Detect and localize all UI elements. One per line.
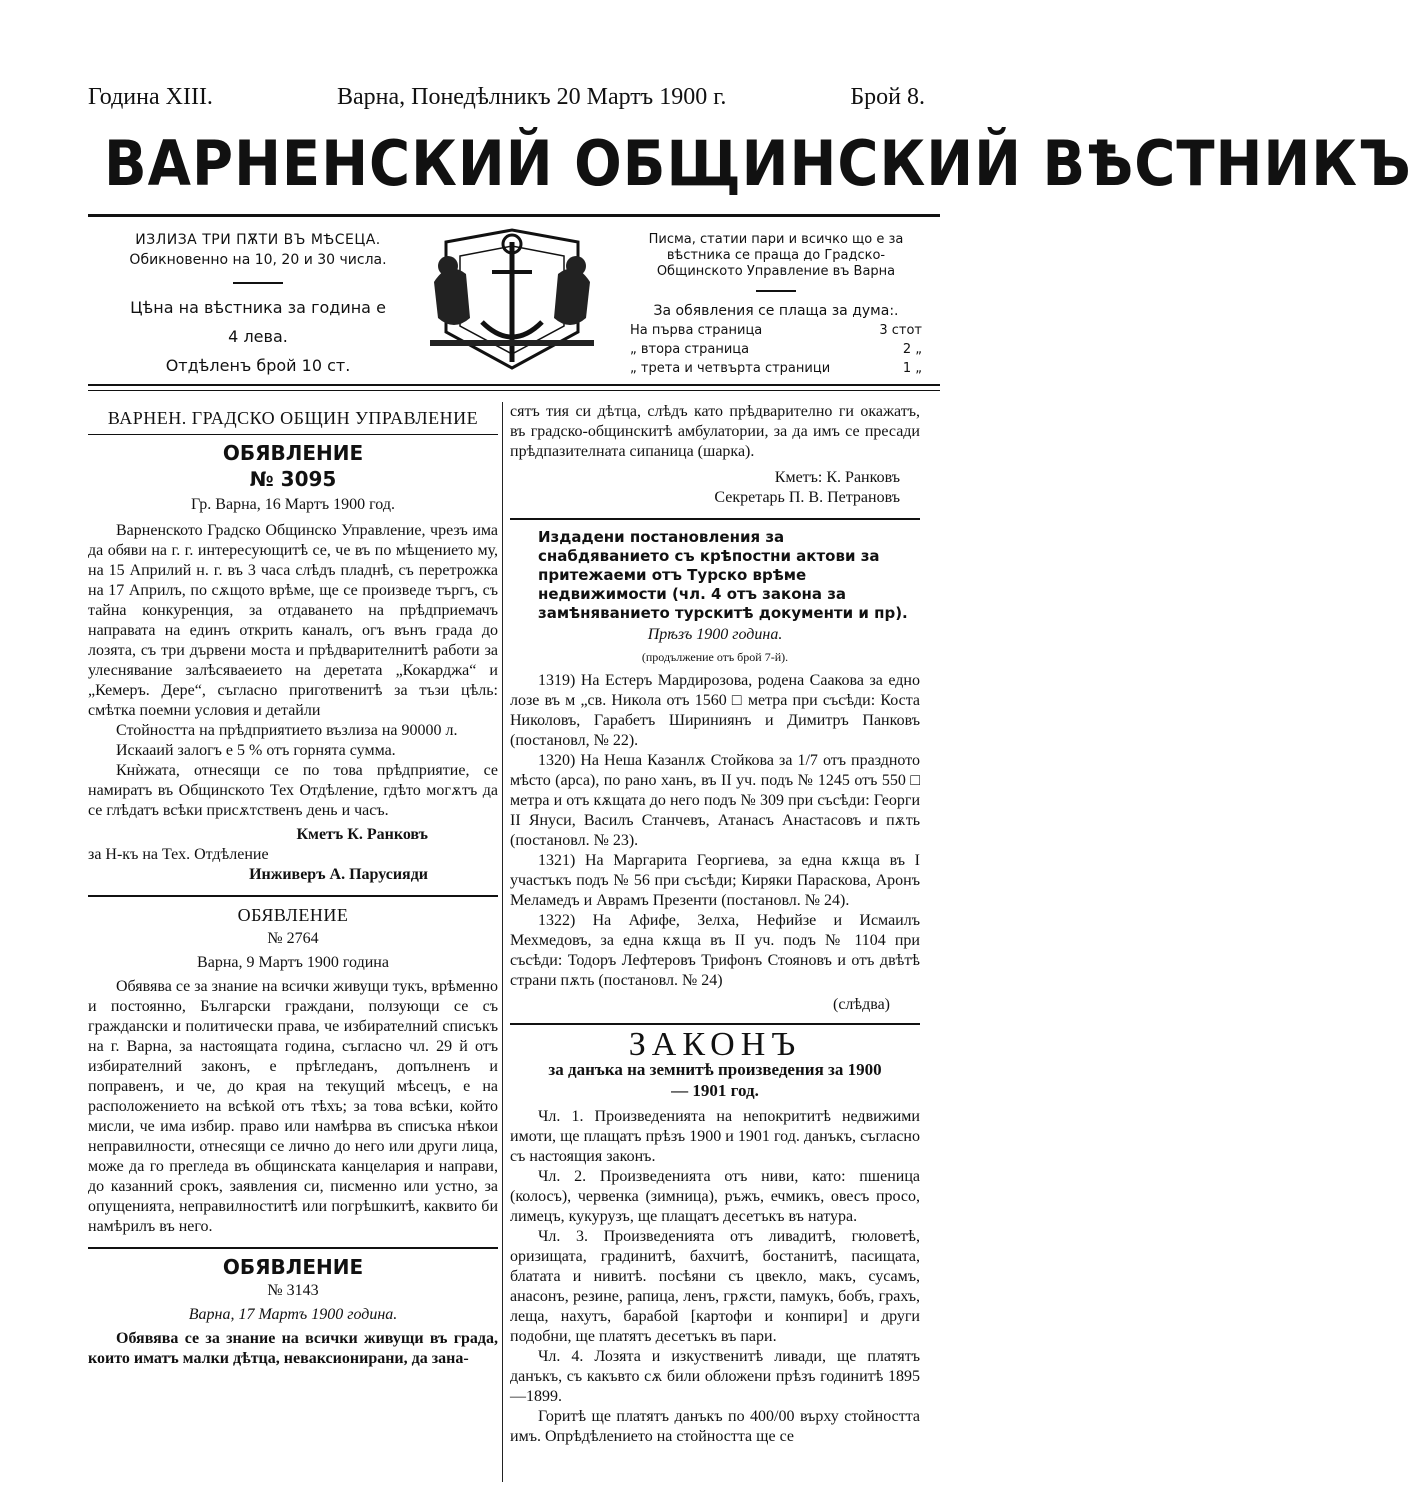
divider <box>510 518 920 520</box>
law-title: ЗАКОНЪ <box>628 1026 802 1063</box>
notice-cost: Стойността на прѣдприятието възлиза на 90000 л. <box>116 722 458 739</box>
signature-secretary: Секретарь П. В. Петрановъ <box>714 489 900 506</box>
left-column <box>88 402 498 1369</box>
divider <box>233 282 283 284</box>
notice-number: № 3143 <box>267 1282 319 1299</box>
divider <box>756 290 796 292</box>
notice-book: Кнѝжата, отнесящи се по това прѣдприятие, се намиратъ въ Общинското Тех Отдѣление, гдѣто могѫтъ да се глѣдатъ всѣки присѫтственъ день и часъ. <box>88 762 498 819</box>
section-title: ВАРНЕН. ГРАДСКО ОБЩИН УПРАВЛЕНИЕ <box>107 408 479 428</box>
decree-subtitle: Прѣзъ 1900 година. <box>647 626 783 643</box>
divider <box>88 1247 498 1249</box>
dateline: Варна, Понедѣлникъ 20 Мартъ 1900 г. <box>336 84 727 110</box>
decree-item: 1321) На Маргарита Георгиева, за една кѫща въ I участъкъ подъ № 56 при съсѣди; Киряки Параскова, Аронъ Меламедъ и Аврамъ Презенти (постановл. № 24). <box>510 852 920 909</box>
notice-deposit: Искааий залогъ е 5 % отъ горнята сумма. <box>116 742 396 759</box>
notice-number: № 3095 <box>249 467 337 491</box>
contacts-and-ad-rates <box>630 232 922 378</box>
masthead-rule <box>88 214 940 217</box>
notice-title: ОБЯВЛЕНИЕ <box>237 905 349 925</box>
ad-rate-row: „ трета и четвърта страници 1 „ <box>630 361 922 376</box>
divider <box>88 895 498 897</box>
law-subtitle: за данъка на земнитѣ произведения за 1900 — 1901 год. <box>548 1060 882 1100</box>
divider <box>510 1023 920 1025</box>
top-line <box>88 84 925 114</box>
header-bottom-rule <box>88 384 940 386</box>
issue-number: Брой 8. <box>850 84 925 110</box>
law-article: Чл. 2. Произведенията отъ ниви, като: пшеница (колосъ), червенка (зимница), ръжъ, ечмикъ, овесъ просо, лимецъ, кукурузъ, ще плащатъ десетъкъ въ натура. <box>510 1168 920 1225</box>
decree-title: Издадени постановления за снабдяванието съ крѣпостни актови за притежаеми отъ Турско врѣме недвижимости (чл. 4 отъ закона за замѣняванието турскитѣ документи и пр). <box>538 528 908 622</box>
publication-info <box>108 232 408 375</box>
contact-text: Писма, статии пари и всичко що е за вѣстника се праща до Градско-Общинското Управление въ Варна <box>648 232 904 279</box>
ad-rate-row: „ втора страница 2 „ <box>630 342 922 357</box>
notice-number: № 2764 <box>267 930 319 947</box>
divider <box>88 434 498 435</box>
signature-role: за Н-къ на Тех. Отдѣление <box>88 846 269 863</box>
notice-body: Обявява се за знание на всички живущи тукъ, врѣменно и постоянно, Български граждани, ползующи се съ граждански и политически права, че избирателний списъкъ на г. Варна, за настоящата година, съгласно чл. 29 й отъ избирателний законъ, е прѣгледанъ, допълненъ и поправенъ, и че, до края на текущий мѣсецъ, е на расположението на всѣкой отъ тѣхъ; за това всѣки, който мисли, че има избир. право или намѣрва въ списъка нѣкои неправилности, отнесящи се лично до него или други лица, може да го прегледа въ общинската канцелария и направи, до казанний срокъ, заявления си, писменно или устно, за опущенията, неправилноститѣ или погрѣшкитѣ, каквито би намѣрилъ въ него. <box>88 978 498 1235</box>
coat-of-arms-icon <box>426 222 598 374</box>
decree-item: 1322) На Афифе, Зелха, Нефийзе и Исмаилъ Мехмедовъ, за една кѫща въ II уч. подъ № 1104 при съсѣди: Тодоръ Лефтеровъ Трифонъ Стояновъ и отъ двѣтѣ страни пѫть (постановл. № 24) <box>510 912 920 989</box>
dates-line: Обикновенно на 10, 20 и 30 числа. <box>129 252 387 268</box>
law-article: Чл. 3. Произведенията отъ ливадитѣ, гюловетѣ, оризищата, градинитѣ, бахчитѣ, бостанитѣ, пасищата, блатата и нивитѣ. посѣяни съ цвекло, макъ, сусамъ, анасонъ, резине, рапица, ленъ, грѫсти, памукъ, бобъ, грахъ, леща, нахутъ, барабой [картофи и конпири] и други подобни, ще платятъ десетъкъ въ пари. <box>510 1228 920 1345</box>
decree-item: 1319) На Естеръ Мардирозова, родена Саакова за едно лозе въ м „св. Никола отъ 1560 □ метра при съсѣди: Коста Николовъ, Гарабетъ Шириниянъ и Димитръ Панковъ (постановл, № 22). <box>510 672 920 749</box>
notice-title: ОБЯВЛЕНИЕ <box>222 441 364 465</box>
law-article: Чл. 1. Произведенията на непокрититѣ недвижими имоти, ще плащатъ прѣзъ 1900 и 1901 год. данъкъ, съгласно съ настоящия законъ. <box>510 1108 920 1165</box>
law-article: Чл. 4. Лозята и изкуственитѣ ливади, ще платятъ данъкъ, съ какъвто сѫ били обложени прѣзъ годинитѣ 1895—1899. <box>510 1348 920 1405</box>
signature-engineer: Инживеръ А. Парусияди <box>249 866 428 883</box>
price-value: 4 лева. <box>228 327 288 346</box>
notice-body: Варненското Градско Общинско Управление, чрезъ има да обяви на г. г. интересующитѣ се, че въ по мѣщението му, на 15 Априлий н. г. въ 3 часа слѣдъ пладнѣ, съ перетрожка на 17 Априлъ, по сѫщото врѣме, ще се произведе търгъ, съ тайна конкуренция, за отдаването на прѣдприемачъ направата на единъ открить каналъ, огъ вънъ града до лозята, съ три дървени моста и прѣдварителнитѣ работи за улеснявание залѣсяваеието на деретата „Кокарджа“ и „Кемеръ. Дере“, съгласно приготвенитѣ за тъзи цѣль: смѣтка поемни условия и детайли <box>88 522 498 719</box>
decree-continuation: (продължение отъ брой 7-й). <box>641 650 789 664</box>
signature-mayor: Кметъ: К. Ранковъ <box>774 469 900 486</box>
continued-marker: (слѣдва) <box>832 996 890 1013</box>
single-issue-price: Отдѣленъ брой 10 ст. <box>165 356 351 375</box>
notice-date: Гр. Варна, 16 Мартъ 1900 год. <box>191 496 395 513</box>
notice-title: ОБЯВЛЕНИЕ <box>222 1255 364 1279</box>
notice-date: Варна, 9 Мартъ 1900 година <box>197 954 389 971</box>
ad-rate-row: На първа страница 3 стот <box>630 323 922 338</box>
price-line: Цѣна на вѣстника за година е <box>130 298 386 317</box>
right-column <box>510 402 920 1447</box>
masthead-title: ВАРНЕНСКИЙ ОБЩИНСКИЙ ВѢСТНИКЪ <box>104 128 1412 201</box>
decree-item: 1320) На Неша Казанлѫ Стойкова за 1/7 отъ праздното мѣсто (арса), по рано ханъ, въ II уч. подъ № 1245 отъ 550 □ метра и отъ кѫщата до него подъ № 309 при съсѣди: Георги II Януси, Василъ Станчевъ, Атанасъ Анастасовъ и пѫть (постановл. № 23). <box>510 752 920 849</box>
continued-text: сятъ тия си дѣтца, слѣдъ като прѣдварително ги окажатъ, въ градско-общинскитѣ амбулатории, за да имъ се пресади прѣдпазителната сипаница (шарка). <box>510 403 920 460</box>
notice-date: Варна, 17 Мартъ 1900 година. <box>188 1306 398 1323</box>
notice-body: Обявява се за знание на всички живущи въ града, които иматъ малки дѣтца, неваксионирани, да зана- <box>88 1330 498 1367</box>
frequency-line: ИЗЛИЗА ТРИ ПѪТИ ВЪ МѢСЕЦА. <box>135 232 381 248</box>
column-divider <box>502 402 503 1482</box>
signature-mayor: Кметъ К. Ранковъ <box>296 826 428 843</box>
law-article: Горитѣ ще платятъ данъкъ по 400/00 върху стойността имъ. Опрѣдѣлението на стойността ще се <box>510 1408 920 1445</box>
header-bottom-rule-thin <box>88 390 940 391</box>
year-label: Година XIII. <box>88 84 213 110</box>
ad-rates-head: За обявления се плаща за дума:. <box>653 303 899 319</box>
